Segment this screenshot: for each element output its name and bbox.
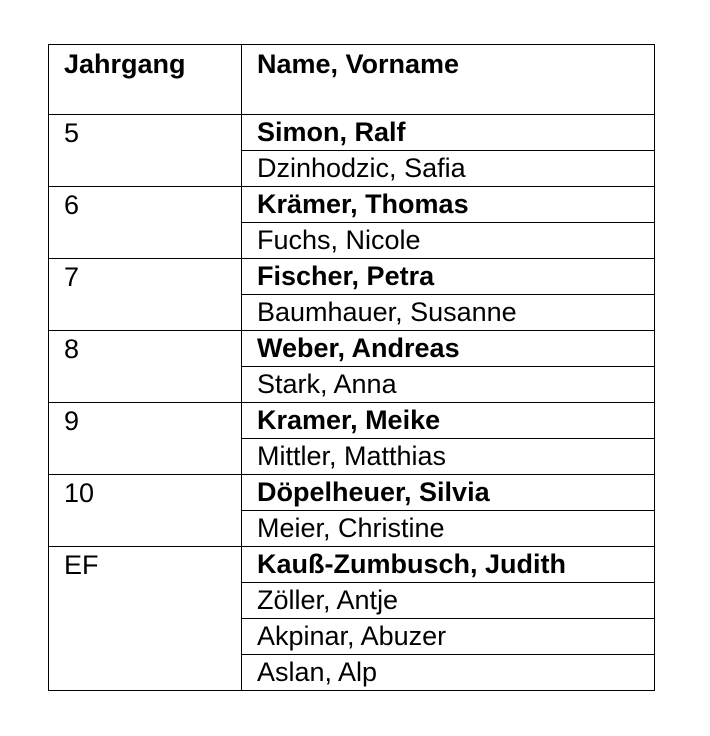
name-cell: Fuchs, Nicole xyxy=(242,223,655,259)
table-row xyxy=(49,115,655,151)
lead-name-cell: Weber, Andreas xyxy=(242,331,655,367)
year-cell: 10 xyxy=(49,475,242,547)
lead-name-cell: Döpelheuer, Silvia xyxy=(242,475,655,511)
lead-name-cell: Kramer, Meike xyxy=(242,403,655,439)
year-cell: 6 xyxy=(49,187,242,259)
header-row xyxy=(49,45,655,115)
name-cell: Aslan, Alp xyxy=(242,655,655,691)
header-year: Jahrgang xyxy=(49,45,242,115)
lead-name-cell: Kauß-Zumbusch, Judith xyxy=(242,547,655,583)
table-row xyxy=(49,403,655,439)
year-cell: 8 xyxy=(49,331,242,403)
name-cell: Baumhauer, Susanne xyxy=(242,295,655,331)
name-cell: Meier, Christine xyxy=(242,511,655,547)
roster-body xyxy=(49,45,655,691)
table-row xyxy=(49,187,655,223)
lead-name-cell: Simon, Ralf xyxy=(242,115,655,151)
table-row xyxy=(49,331,655,367)
name-cell: Stark, Anna xyxy=(242,367,655,403)
year-cell: EF xyxy=(49,547,242,691)
name-cell: Mittler, Matthias xyxy=(242,439,655,475)
header-name: Name, Vorname xyxy=(242,45,655,115)
teacher-roster-table xyxy=(48,44,655,691)
name-cell: Zöller, Antje xyxy=(242,583,655,619)
year-cell: 7 xyxy=(49,259,242,331)
year-cell: 9 xyxy=(49,403,242,475)
lead-name-cell: Fischer, Petra xyxy=(242,259,655,295)
table-row xyxy=(49,475,655,511)
name-cell: Akpinar, Abuzer xyxy=(242,619,655,655)
year-cell: 5 xyxy=(49,115,242,187)
table-row xyxy=(49,547,655,583)
name-cell: Dzinhodzic, Safia xyxy=(242,151,655,187)
table-row xyxy=(49,259,655,295)
lead-name-cell: Krämer, Thomas xyxy=(242,187,655,223)
